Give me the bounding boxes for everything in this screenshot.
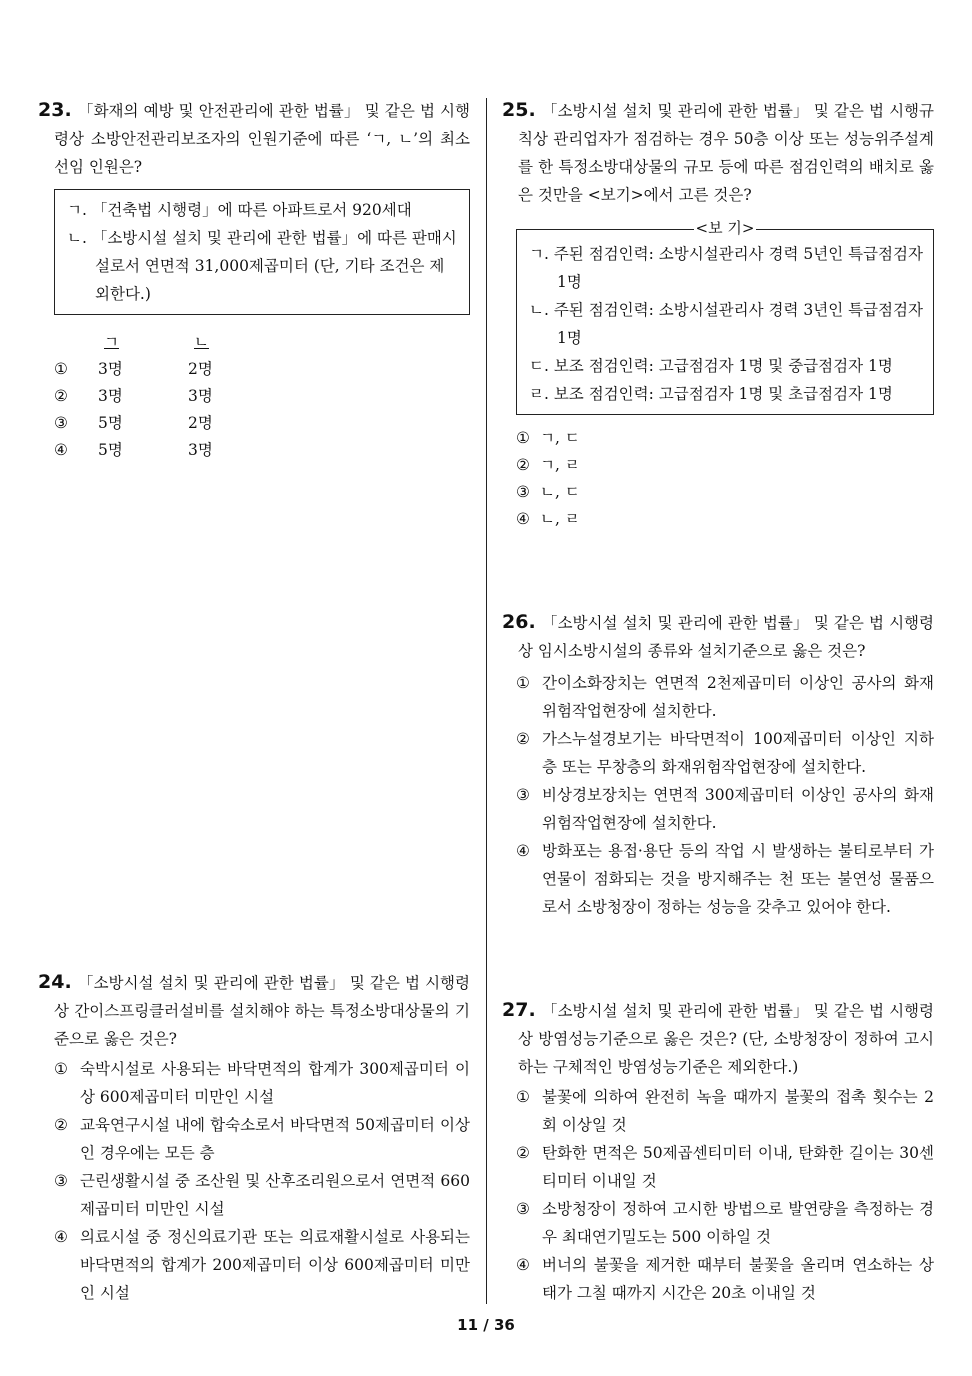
header-a: ㄱ [104,333,119,351]
question-23-conditions-box [54,189,470,315]
option-3[interactable]: ③ 근린생활시설 중 조산원 및 산후조리원으로서 연면적 660제곱미터 미만인 시설 [54,1172,470,1218]
question-27-options [516,1083,934,1307]
question-25 [502,96,934,533]
option-2[interactable]: ② 탄화한 면적은 50제곱센티미터 이내, 탄화한 길이는 30센티미터 이내일 것 [516,1144,934,1190]
option-1[interactable]: ① 불꽃에 의하여 완전히 녹을 때까지 불꽃의 접촉 횟수는 2회 이상일 것 [516,1088,934,1134]
option-1[interactable]: ① 간이소화장치는 연면적 2천제곱미터 이상인 공사의 화재위험작업현장에 설치한다. [516,674,934,720]
page-number: 11 / 36 [457,1316,515,1334]
option-4[interactable]: ④ 의료시설 중 정신의료기관 또는 의료재활시설로 사용되는 바닥면적의 합계가 200제곱미터 이상 600제곱미터 미만인 시설 [54,1228,470,1302]
bogi-item-d: ㄹ. 보조 점검인력: 고급점검자 1명 및 초급점검자 1명 [529,385,893,403]
answer-option-4[interactable]: ④ 5명 3명 [54,441,213,459]
answer-option-3[interactable]: ③ 5명 2명 [54,414,213,432]
column-divider [486,98,487,1304]
question-25-stem: 25. 「소방시설 설치 및 관리에 관한 법률」 및 같은 법 시행규칙상 관리업자가 점검하는 경우 50층 이상 또는 성능위주설계를 한 특정소방대상물의 규모 등에 따른 점검인력의 배치로 옳은 것만을 <보기>에서 고른 것은? [502,99,934,204]
bogi-item-a: ㄱ. 주된 점검인력: 소방시설관리사 경력 5년인 특급점검자 1명 [529,245,923,291]
question-24-options [54,1055,470,1307]
option-4[interactable]: ④ 버너의 불꽃을 제거한 때부터 불꽃을 올리며 연소하는 상태가 그칠 때까지 시간은 20초 이내일 것 [516,1256,934,1302]
question-23-number: 23. [38,99,72,121]
option-2[interactable]: ② 교육연구시설 내에 합숙소로서 바닥면적 50제곱미터 이상인 경우에는 모든 층 [54,1116,470,1162]
header-b: ㄴ [194,333,209,351]
question-26-options [516,669,934,921]
question-25-bogi [516,219,934,415]
question-23-answer-table [54,329,470,464]
bogi-box [516,229,934,415]
question-26-number: 26. [502,611,536,633]
bogi-item-b: ㄴ. 주된 점검인력: 소방시설관리사 경력 3년인 특급점검자 1명 [529,301,923,347]
bogi-title: <보 기> [695,219,755,237]
choice-3[interactable]: ③ ㄴ, ㄷ [516,483,580,501]
option-3[interactable]: ③ 비상경보장치는 연면적 300제곱미터 이상인 공사의 화재위험작업현장에 설치한다. [516,786,934,832]
condition-a: ㄱ. 「건축법 시행령」에 따른 아파트로서 920세대 [67,201,412,219]
option-4[interactable]: ④ 방화포는 용접·용단 등의 작업 시 발생하는 불티로부터 가연물이 점화되는 것을 방지해주는 천 또는 불연성 물품으로서 소방청장이 정하는 성능을 갖추고 있어야 한다. [516,842,934,916]
question-27-stem: 27. 「소방시설 설치 및 관리에 관한 법률」 및 같은 법 시행령상 방염성능기준으로 옳은 것은? (단, 소방청장이 정하여 고시하는 구체적인 방염성능기준은 제외한다.) [502,999,934,1076]
option-3[interactable]: ③ 소방청장이 정하여 고시한 방법으로 발연량을 측정하는 경우 최대연기밀도는 500 이하일 것 [516,1200,934,1246]
option-2[interactable]: ② 가스누설경보기는 바닥면적이 100제곱미터 이상인 지하층 또는 무창층의 화재위험작업현장에 설치한다. [516,730,934,776]
answer-option-1[interactable]: ① 3명 2명 [54,360,213,378]
choice-2[interactable]: ② ㄱ, ㄹ [516,456,580,474]
choice-4[interactable]: ④ ㄴ, ㄹ [516,510,580,528]
answer-option-2[interactable]: ② 3명 3명 [54,387,213,405]
question-25-number: 25. [502,99,536,121]
question-26 [502,608,934,921]
option-1[interactable]: ① 숙박시설로 사용되는 바닥면적의 합계가 300제곱미터 이상 600제곱미터 미만인 시설 [54,1060,470,1106]
question-24-number: 24. [38,971,72,993]
question-23-stem: 23. 「화재의 예방 및 안전관리에 관한 법률」 및 같은 법 시행령상 소방안전관리보조자의 인원기준에 따른 ‘ㄱ, ㄴ’의 최소 선임 인원은? [38,99,470,176]
question-26-stem: 26. 「소방시설 설치 및 관리에 관한 법률」 및 같은 법 시행령상 임시소방시설의 종류와 설치기준으로 옳은 것은? [502,611,934,660]
answer-table-header [54,329,470,356]
question-27 [502,996,934,1307]
condition-b: ㄴ. 「소방시설 설치 및 관리에 관한 법률」에 따른 판매시설로서 연면적 31,000제곱미터 (단, 기타 조건은 제외한다.) [67,229,457,303]
question-24-stem: 24. 「소방시설 설치 및 관리에 관한 법률」 및 같은 법 시행령상 간이스프링클러설비를 설치해야 하는 특정소방대상물의 기준으로 옳은 것은? [38,971,470,1048]
question-27-number: 27. [502,999,536,1021]
choice-1[interactable]: ① ㄱ, ㄷ [516,429,580,447]
question-23 [38,96,470,464]
question-25-choices [516,425,934,533]
bogi-item-c: ㄷ. 보조 점검인력: 고급점검자 1명 및 중급점검자 1명 [529,357,893,375]
question-24 [38,968,470,1307]
